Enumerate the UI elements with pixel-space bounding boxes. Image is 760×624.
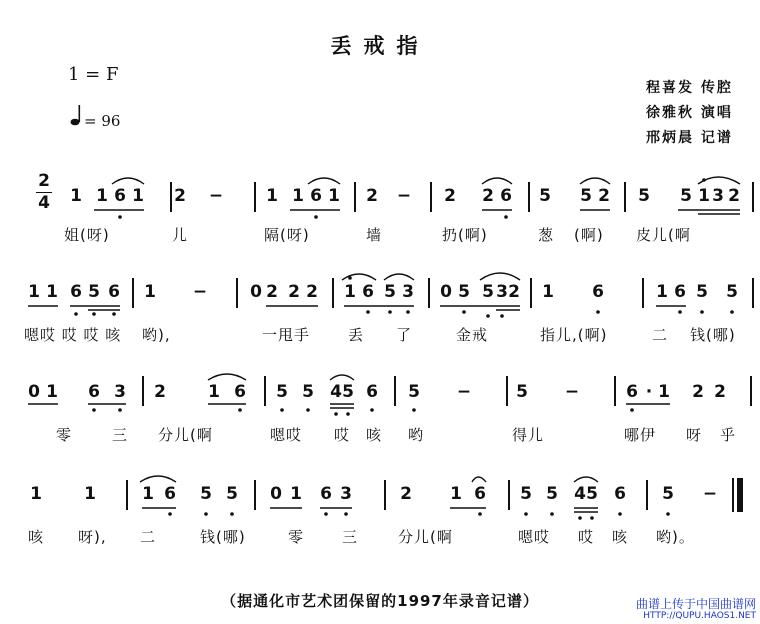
lyric: 哪伊 [624,426,657,444]
note: 1 [290,484,302,504]
note: − [564,382,580,402]
note: 1 [144,282,156,302]
credit-singer: 徐雅秋 演唱 [646,105,733,121]
lyric: 呀), [78,528,107,546]
note: 0 [440,282,452,302]
note: − [208,186,224,206]
note: 2 [482,186,494,206]
note: 2 [444,186,456,206]
watermark-text: 曲谱上传于中国曲谱网 [635,597,756,611]
lyric: 乎 [720,426,737,444]
note: 3 [496,282,508,302]
note: 6 [626,382,638,402]
lyric: 墙 [366,226,383,244]
note: 2 [154,382,166,402]
note: − [702,484,718,504]
source-note: （据通化市艺术团保留的1997年录音记谱） [221,592,539,610]
lyric: 皮儿(啊 [636,226,691,244]
note: 1 [46,382,58,402]
lyric: 分儿(啊 [398,528,453,546]
note: 2 [366,186,378,206]
note: 6 [320,484,332,504]
note: 1 [328,186,340,206]
key-signature: 1 = F [68,64,119,85]
note: 1 [28,282,40,302]
note: 3 [712,186,724,206]
note: 3 [340,484,352,504]
note: 1 [30,484,42,504]
note: − [456,382,472,402]
note: 1 [698,186,710,206]
lyric: 哟 [408,426,425,444]
score-title: 丢戒指 [330,34,430,58]
note: 5 [580,186,592,206]
note: 3 [402,282,414,302]
note: 1 [96,186,108,206]
note: 5 [408,382,420,402]
note: 4 [330,382,342,402]
note: 6 [500,186,512,206]
lyric: 呀 [686,426,703,444]
lyric: 金戒 [456,326,489,344]
lyric: 二 [652,326,669,344]
lyric: 得儿 [512,426,545,444]
lyric: 钱(哪) [690,326,736,344]
note: 5 [662,484,674,504]
lyric: 指儿,(啊) [540,326,608,344]
note: − [192,282,208,302]
lyric: 葱 [538,226,555,244]
note: 5 [539,186,551,206]
note: 1 [208,382,220,402]
lyric: 二 [140,528,157,546]
note: 1 [658,382,670,402]
note: 6 [674,282,686,302]
note: 6 [362,282,374,302]
note: 2 [598,186,610,206]
note: 5 [384,282,396,302]
note: 6 [164,484,176,504]
note: 5 [696,282,708,302]
note: 1 [542,282,554,302]
lyric: 零 [56,426,73,444]
note: 1 [292,186,304,206]
lyric: 三 [342,528,359,546]
note: 5 [482,282,494,302]
note: 2 [692,382,704,402]
note: 2 [306,282,318,302]
note: 6 [88,382,100,402]
note: 6 [366,382,378,402]
note: 5 [302,382,314,402]
note: 6 [474,484,486,504]
note: 1 [142,484,154,504]
note: 5 [680,186,692,206]
lyric: 钱(哪) [200,528,246,546]
lyric: 一甩手 [262,326,311,344]
note: 2 [400,484,412,504]
note: 2 [714,382,726,402]
note: 6 [234,382,246,402]
watermark-url: HTTP://QUPU.HAOS1.NET [643,611,756,621]
note: 2 [508,282,520,302]
credit-arranger: 程喜发 传腔 [646,80,733,96]
note: 1 [266,186,278,206]
note: 5 [276,382,288,402]
lyric: 扔(啊) [442,226,488,244]
note: 6 [310,186,322,206]
note: 2 [174,186,186,206]
note: 1 [656,282,668,302]
lyric: 哟), [142,326,171,344]
note: 1 [344,282,356,302]
time-signature-bottom: 4 [38,193,50,213]
lyric: 丢 [348,326,365,344]
note: 5 [638,186,650,206]
note: 5 [586,484,598,504]
note: 1 [450,484,462,504]
note: 5 [458,282,470,302]
note: 2 [266,282,278,302]
note: · [645,382,653,402]
lyric: 儿 [172,226,189,244]
time-signature-top: 2 [38,171,50,191]
note: 1 [132,186,144,206]
note: 6 [614,484,626,504]
note: 1 [46,282,58,302]
note: 6 [592,282,604,302]
lyric: 哎 [578,528,595,546]
lyric: 嗯哎 [518,528,551,546]
lyric: 三 [112,426,129,444]
note: 2 [288,282,300,302]
note: 5 [726,282,738,302]
note: 5 [342,382,354,402]
note: 1 [70,186,82,206]
note: 5 [88,282,100,302]
lyric: 分儿(啊 [158,426,213,444]
note: 0 [250,282,262,302]
note: − [396,186,412,206]
lyric: 零 [288,528,305,546]
lyric: 姐(呀) [64,226,110,244]
note: 2 [728,186,740,206]
lyric: 咳 [612,528,629,546]
lyric: 咳 [366,426,383,444]
tempo-value: = 96 [84,112,121,130]
lyric: 隔(呀) [264,226,310,244]
note: 1 [84,484,96,504]
note: 0 [28,382,40,402]
note: 5 [516,382,528,402]
credit-transcriber: 邢炳晨 记谱 [646,130,733,146]
lyric: 了 [396,326,413,344]
note: 5 [226,484,238,504]
lyric: 哟)。 [656,528,695,546]
note: 6 [70,282,82,302]
note: 6 [114,186,126,206]
site-watermark [636,598,756,622]
note: 5 [546,484,558,504]
note: 6 [108,282,120,302]
note: 5 [520,484,532,504]
lyric: 哎 [334,426,351,444]
lyric: 咳 [28,528,45,546]
lyric: 嗯哎 [270,426,303,444]
note: 3 [114,382,126,402]
lyric: (啊) [574,226,604,244]
note: 0 [270,484,282,504]
lyric: 嗯哎 哎 哎 咳 [24,326,122,344]
note: 4 [574,484,586,504]
note: 5 [200,484,212,504]
